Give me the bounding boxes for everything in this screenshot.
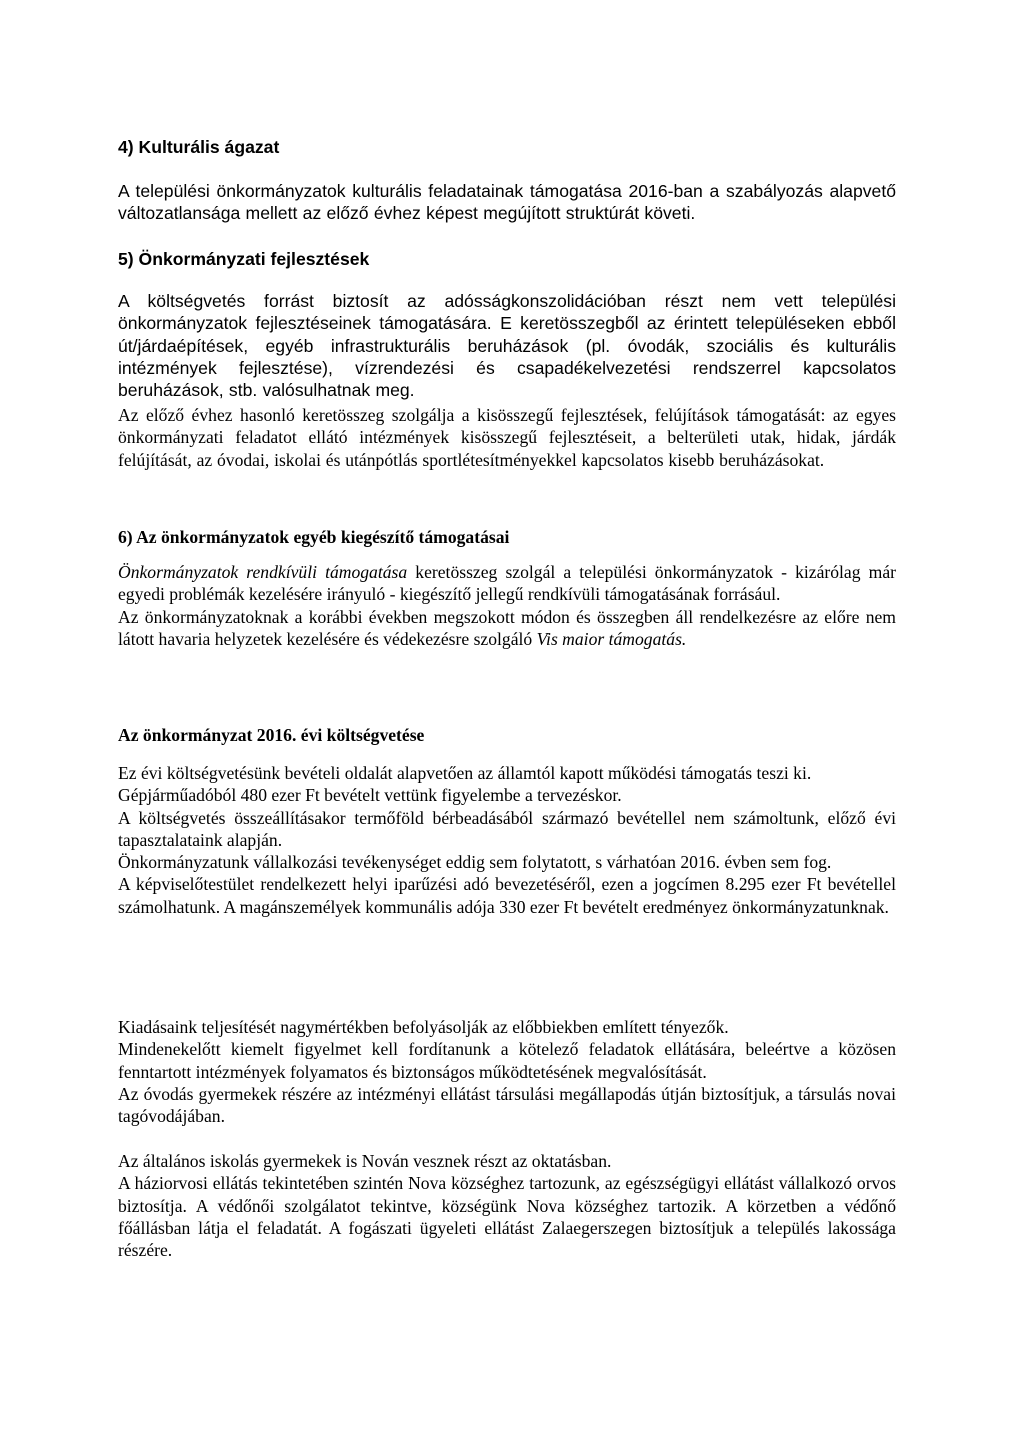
paragraph: Önkormányzatunk vállalkozási tevékenységet eddig sem folytatott, s várhatóan 2016. évben sem fog. [118, 852, 832, 873]
section-development-body [118, 290, 896, 401]
section-cultural [118, 136, 896, 158]
section-expenses [118, 1016, 896, 1127]
paragraph: A költségvetés összeállításakor termőföld bérbeadásából származó bevétellel nem számoltunk, előző évi tapasztalataink alapján. [118, 807, 896, 850]
paragraph: A települési önkormányzatok kulturális feladatainak támogatása 2016-ban a szabályozás alapvető változatlansága mellett az előző évhez képest megújított struktúrát követi. [118, 181, 896, 224]
paragraph: Ez évi költségvetésünk bevételi oldalát alapvetően az államtól kapott működési támogatás teszi ki. [118, 763, 812, 783]
section-budget [118, 724, 896, 746]
paragraph: Az önkormányzatoknak a korábbi években megszokott módon és összegben áll rendelkezésre az előre nem látott havaria helyzetek kezelésére és védekezésre szolgáló Vis maior támogatás. [118, 606, 896, 649]
section-supplementary-body [118, 561, 896, 650]
section-heading: 6) Az önkormányzatok egyéb kiegészítő támogatásai [118, 527, 510, 547]
section-heading: 5) Önkormányzati fejlesztések [118, 249, 370, 269]
section-heading: 4) Kulturális ágazat [118, 137, 280, 157]
paragraph: Az óvodás gyermekek részére az intézményi ellátást társulási megállapodás útján biztosítjuk, a társulás novai tagóvodájában. [118, 1083, 896, 1127]
paragraph: Kiadásaink teljesítését nagymértékben befolyásolják az előbbiekben említett tényezők. [118, 1017, 729, 1037]
section-development-body-2 [118, 404, 896, 471]
paragraph: A képviselőtestület rendelkezett helyi iparűzési adó bevezetéséről, ezen a jogcímen 8.295 ezer Ft bevétellel számolhatunk. A magánszemélyek kommunális adója 330 ezer Ft bevételt eredményez önkormányzatunknak. [118, 874, 896, 917]
paragraph: Az előző évhez hasonló keretösszeg szolgálja a kisösszegű fejlesztések, felújítások támogatását: az egyes önkormányzati feladatot ellátó intézmények kisösszegű fejlesztéseit, a belterületi utak, hidak, járdák felújítását, az óvodai, iskolai és utánpótlás sportlétesítményekkel kapcsolatos kisebb beruházásokat. [118, 405, 896, 470]
paragraph: Önkormányzatok rendkívüli támogatása keretösszeg szolgál a települési önkormányzatok - kizárólag már egyedi problémák kezelésére irányuló - kiegészítő jellegű rendkívüli támogatásának forrásául. [118, 562, 896, 605]
section-development [118, 248, 896, 270]
italic-term: Önkormányzatok rendkívüli támogatása [118, 562, 408, 582]
section-services [118, 1150, 896, 1261]
paragraph: Az általános iskolás gyermekek is Nován vesznek részt az oktatásban. [118, 1151, 612, 1171]
paragraph: Mindenekelőtt kiemelt figyelmet kell fordítanunk a kötelező feladatok ellátására, beleértve a közösen fenntartott intézmények folyamatos és biztonságos működtetésének megvalósítását. [118, 1039, 896, 1082]
italic-term: Vis maior támogatás. [536, 628, 687, 649]
paragraph: A háziorvosi ellátás tekintetében szintén Nova községhez tartozunk, az egészségügyi ellátást vállalkozó orvos biztosítja. A védőnői szolgálatot tekintve, községünk Nova községhez tartozik. A körzetben a védőnő főállásban látja el feladatát. A fogászati ügyeleti ellátást Zalaegerszegen biztosítjuk a település lakossága részére. [118, 1173, 896, 1261]
section-supplementary [118, 526, 896, 548]
section-cultural-body [118, 180, 896, 225]
paragraph: Gépjárműadóból 480 ezer Ft bevételt vettünk figyelembe a tervezéskor. [118, 785, 622, 806]
section-heading: Az önkormányzat 2016. évi költségvetése [118, 725, 425, 745]
paragraph: A költségvetés forrást biztosít az adósságkonszolidációban részt nem vett települési önkormányzatok fejlesztéseinek támogatására. E keretösszegből az érintett településeken ebből út/járdaépítések, egyéb infrastrukturális beruházások (pl. óvodák, szociális és kulturális intézmények fejlesztése), vízrendezési és csapadékelvezetési rendszerrel kapcsolatos beruházások, stb. valósulhatnak meg. [118, 291, 896, 401]
section-budget-body [118, 762, 896, 918]
